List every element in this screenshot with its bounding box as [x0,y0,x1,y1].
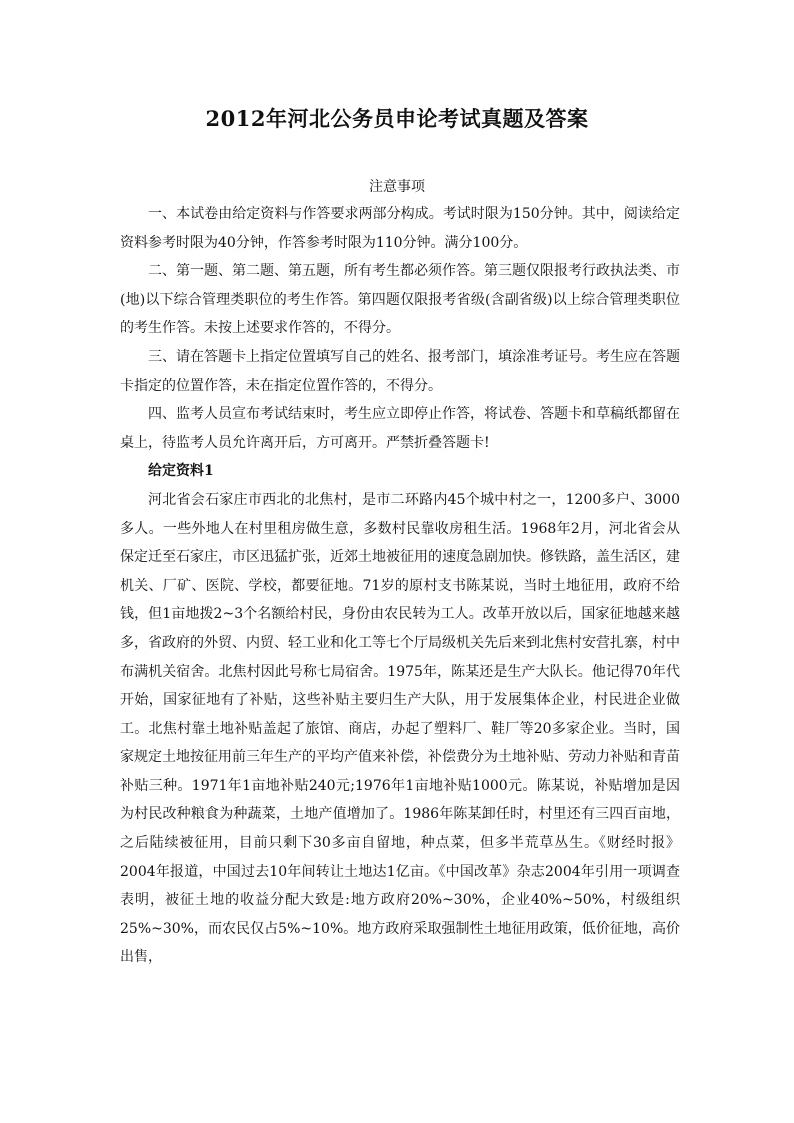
notice-item-1: 一、本试卷由给定资料与作答要求两部分构成。考试时限为150分钟。其中，阅读给定资料参考时限为40分钟，作答参考时限为110分钟。满分100分。 [120,206,680,251]
notice-item-4: 四、监考人员宣布考试结束时，考生应立即停止作答，将试卷、答题卡和草稿纸都留在桌上，待监考人员允许离开后，方可离开。严禁折叠答题卡! [120,406,680,451]
document-title: 2012年河北公务员申论考试真题及答案 [205,106,589,131]
material-1-paragraph: 河北省会石家庄市西北的北焦村，是市二环路内45个城中村之一，1200多户、3000多人。一些外地人在村里租房做生意，多数村民靠收房租生活。1968年2月，河北省会从保定迁至石家庄，市区迅猛扩张，近郊土地被征用的速度急剧加快。修铁路，盖生活区，建机关、厂矿、医院、学校，都要征地。71岁的原村支书陈某说，当时土地征用，政府不给钱，但1亩地拨2~3个名额给村民，身份由农民转为工人。改革开放以后，国家征地越来越多，省政府的外贸、内贸、轻工业和化工等七个厅局级机关先后来到北焦村安营扎寨，村中布满机关宿舍。北焦村因此号称七局宿舍。1975年，陈某还是生产大队长。他记得70年代开始，国家征地有了补贴，这些补贴主要归生产大队，用于发展集体企业，村民进企业做工。北焦村靠土地补贴盖起了旅馆、商店，办起了塑料厂、鞋厂等20多家企业。当时，国家规定土地按征用前三年生产的平均产值来补偿，补偿费分为土地补贴、劳动力补贴和青苗补贴三种。1971年1亩地补贴240元;1976年1亩地补贴1000元。陈某说，补贴增加是因为村民改种粮食为种蔬菜，土地产值增加了。1986年陈某卸任时，村里还有三四百亩地，之后陆续被征用，目前只剩下30多亩自留地，种点菜，但多半荒草丛生。《财经时报》2004年报道，中国过去10年间转让土地达1亿亩。《中国改革》杂志2004年引用一项调查表明，被征土地的收益分配大致是:地方政府20%~30%，企业40%~50%，村级组织25%~30%，而农民仅占5%~10%。地方政府采取强制性土地征用政策，低价征地，高价出售， [120,491,680,966]
notice-heading: 注意事项 [369,179,425,195]
document-body [120,200,680,972]
notice-item-3: 三、请在答题卡上指定位置填写自己的姓名、报考部门，填涂准考证号。考生应在答题卡指定的位置作答，未在指定位置作答的，不得分。 [120,348,680,394]
notice-item-2: 二、第一题、第二题、第五题，所有考生都必须作答。第三题仅限报考行政执法类、市(地)以下综合管理类职位的考生作答。第四题仅限报考省级(含副省级)以上综合管理类职位的考生作答。未按上述要求作答的，不得分。 [120,263,680,337]
section-heading-material-1: 给定资料1 [148,463,214,480]
